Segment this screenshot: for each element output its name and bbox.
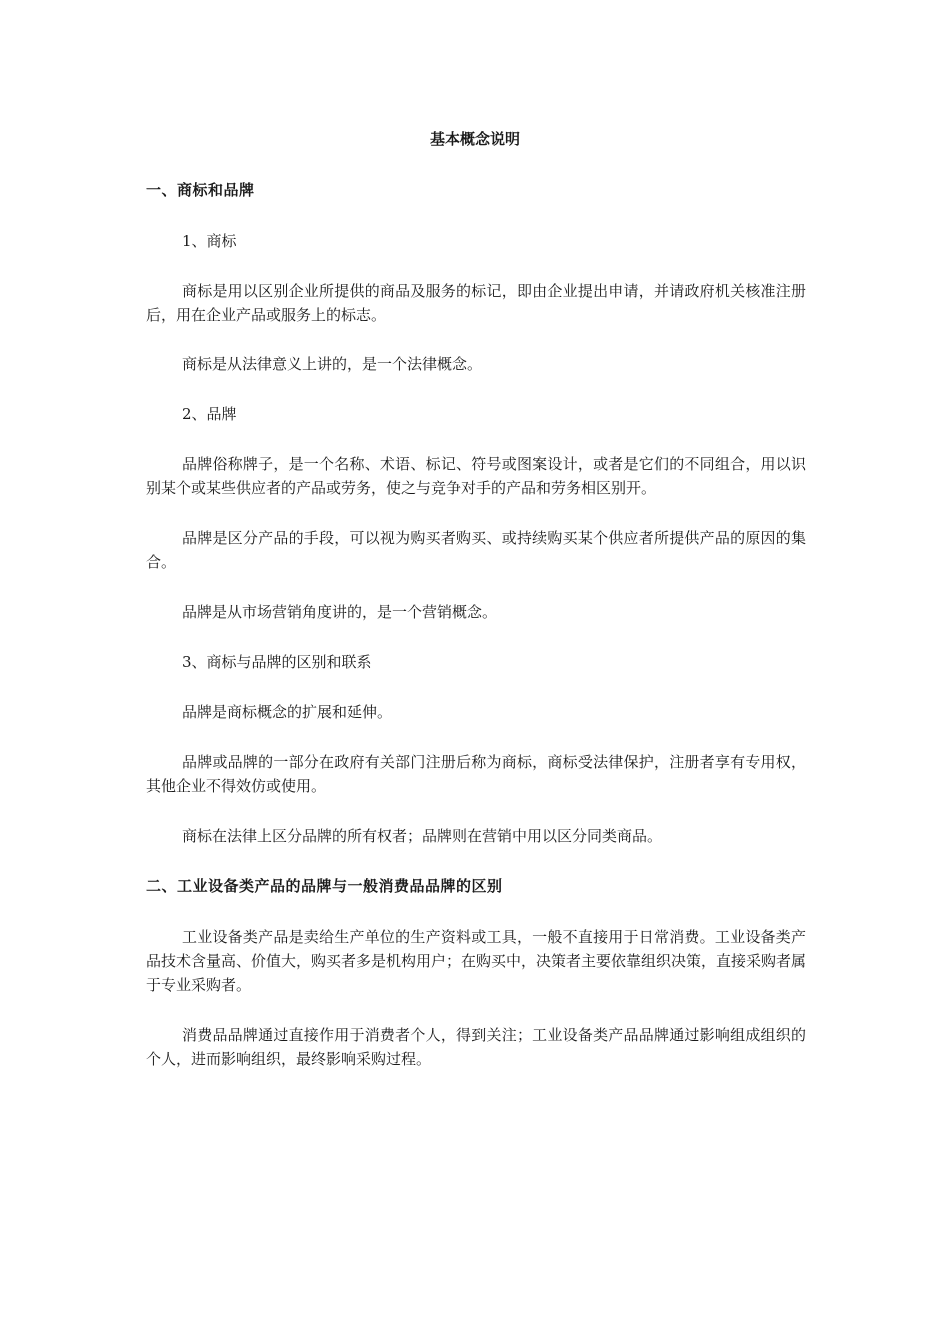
document-title: 基本概念说明 <box>429 130 520 148</box>
paragraph-brand-registration: 品牌或品牌的一部分在政府有关部门注册后称为商标，商标受法律保护，注册者享有专用权，其他企业不得效仿或使用。 <box>146 753 806 795</box>
paragraph-consumer-vs-industrial: 消费品品牌通过直接作用于消费者个人，得到关注；工业设备类产品品牌通过影响组成组织的个人，进而影响组织，最终影响采购过程。 <box>146 1026 806 1068</box>
paragraph-trademark-vs-brand: 商标在法律上区分品牌的所有权者；品牌则在营销中用以区分同类商品。 <box>182 827 663 845</box>
subheading-difference: 3、商标与品牌的区别和联系 <box>182 653 372 671</box>
paragraph-brand-definition: 品牌俗称牌子，是一个名称、术语、标记、符号或图案设计，或者是它们的不同组合，用以识别某个或某些供应者的产品或劳务，使之与竞争对手的产品和劳务相区别开。 <box>146 455 806 497</box>
subheading-brand: 2、品牌 <box>182 405 237 423</box>
paragraph-trademark-definition: 商标是用以区别企业所提供的商品及服务的标记，即由企业提出申请，并请政府机关核准注册后，用在企业产品或服务上的标志。 <box>146 282 806 324</box>
paragraph-industrial-products: 工业设备类产品是卖给生产单位的生产资料或工具，一般不直接用于日常消费。工业设备类产品技术含量高、价值大，购买者多是机构用户；在购买中，决策者主要依靠组织决策，直接采购者属于专业采购者。 <box>146 928 807 994</box>
paragraph-trademark-legal: 商标是从法律意义上讲的，是一个法律概念。 <box>182 355 483 373</box>
paragraph-brand-marketing: 品牌是从市场营销角度讲的，是一个营销概念。 <box>182 603 498 621</box>
section-heading-trademark-brand: 一、商标和品牌 <box>146 181 255 199</box>
paragraph-brand-means: 品牌是区分产品的手段，可以视为购买者购买、或持续购买某个供应者所提供产品的原因的集合。 <box>146 529 806 571</box>
section-heading-industrial-vs-consumer: 二、工业设备类产品的品牌与一般消费品品牌的区别 <box>146 877 503 895</box>
subheading-trademark: 1、商标 <box>182 232 237 250</box>
paragraph-brand-extension: 品牌是商标概念的扩展和延伸。 <box>182 703 393 721</box>
